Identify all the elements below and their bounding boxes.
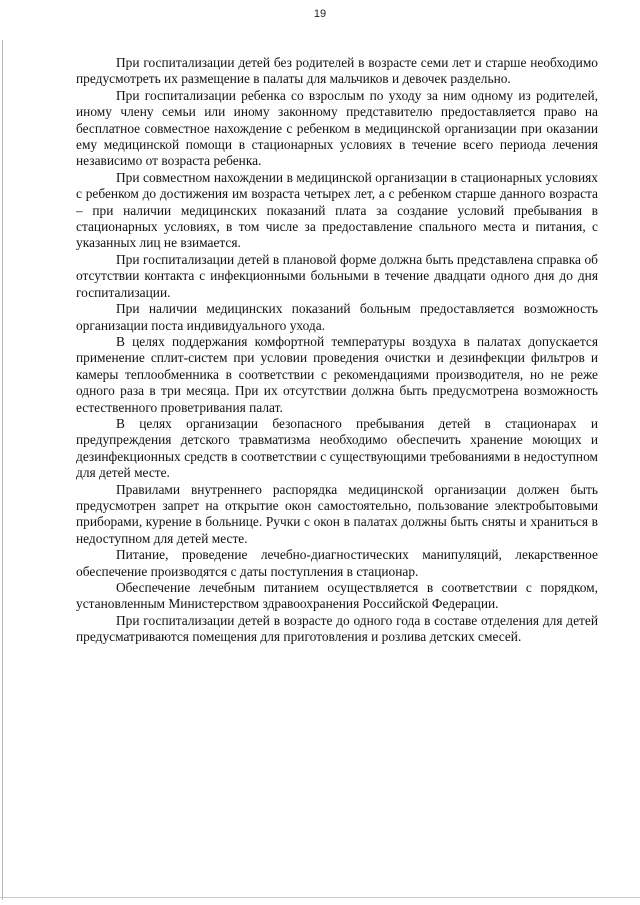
paragraph-infection-contact-certificate: При госпитализации детей в плановой форме должна быть представлена справка об отсутствии контакта с инфекционными больными в течение двадцати одного дня до дня госпитализации.	[76, 251, 598, 300]
paragraph-internal-rules: Правилами внутреннего распорядка медицинской организации должен быть предусмотрен запрет на открытие окон самостоятельно, пользование электробытовыми приборами, курение в больнице. Ручки с окон в палатах должны быть сняты и храниться в недоступном для детей месте.	[76, 481, 598, 546]
scan-edge-left	[2, 40, 3, 900]
paragraph-joint-stay-fee: При совместном нахождении в медицинской организации в стационарных условиях с ребенком до достижения им возраста четырех лет, а с ребенком старше данного возраста – при наличии медицинских показаний плата за создание условий пребывания в стационарных условиях, в том числе за предоставление спального места и питания, с указанных лиц не взимается.	[76, 169, 598, 251]
paragraph-therapeutic-nutrition: Обеспечение лечебным питанием осуществляется в соответствии с порядком, установленным Министерством здравоохранения Российской Федерации.	[76, 580, 598, 612]
document-body	[76, 55, 598, 646]
paragraph-nutrition-start: Питание, проведение лечебно-диагностических манипуляций, лекарственное обеспечение производятся с даты поступления в стационар.	[76, 547, 598, 579]
paragraph-joint-stay-right: При госпитализации ребенка со взрослым по уходу за ним одному из родителей, иному члену семьи или иному законному представителю предоставляется право на бесплатное совместное нахождение с ребенком в медицинской организации при оказании ему медицинской помощи в стационарных условиях в течение всего периода лечения независимо от возраста ребенка.	[76, 87, 598, 169]
paragraph-air-temperature: В целях поддержания комфортной температуры воздуха в палатах допускается применение сплит-систем при условии проведения очистки и дезинфекции фильтров и камеры теплообменника в соответствии с рекомендациями производителя, но не реже одного раза в три месяца. При их отсутствии должна быть предусмотрена возможность естественного проветривания палат.	[76, 333, 598, 415]
scan-edge-bottom	[0, 897, 640, 898]
page-number: 19	[313, 8, 327, 20]
paragraph-child-safety: В целях организации безопасного пребывания детей в стационарах и предупреждения детского травматизма необходимо обеспечить хранение моющих и дезинфекционных средств в соответствии с существующими требованиями в недоступном для детей месте.	[76, 415, 598, 481]
paragraph-children-without-parents: При госпитализации детей без родителей в возрасте семи лет и старше необходимо предусмотреть их размещение в палаты для мальчиков и девочек раздельно.	[76, 55, 598, 87]
paragraph-individual-care-post: При наличии медицинских показаний больным предоставляется возможность организации поста индивидуального ухода.	[76, 301, 598, 333]
paragraph-infant-formula-rooms: При госпитализации детей в возрасте до одного года в составе отделения для детей предусматриваются помещения для приготовления и розлива детских смесей.	[76, 612, 598, 645]
